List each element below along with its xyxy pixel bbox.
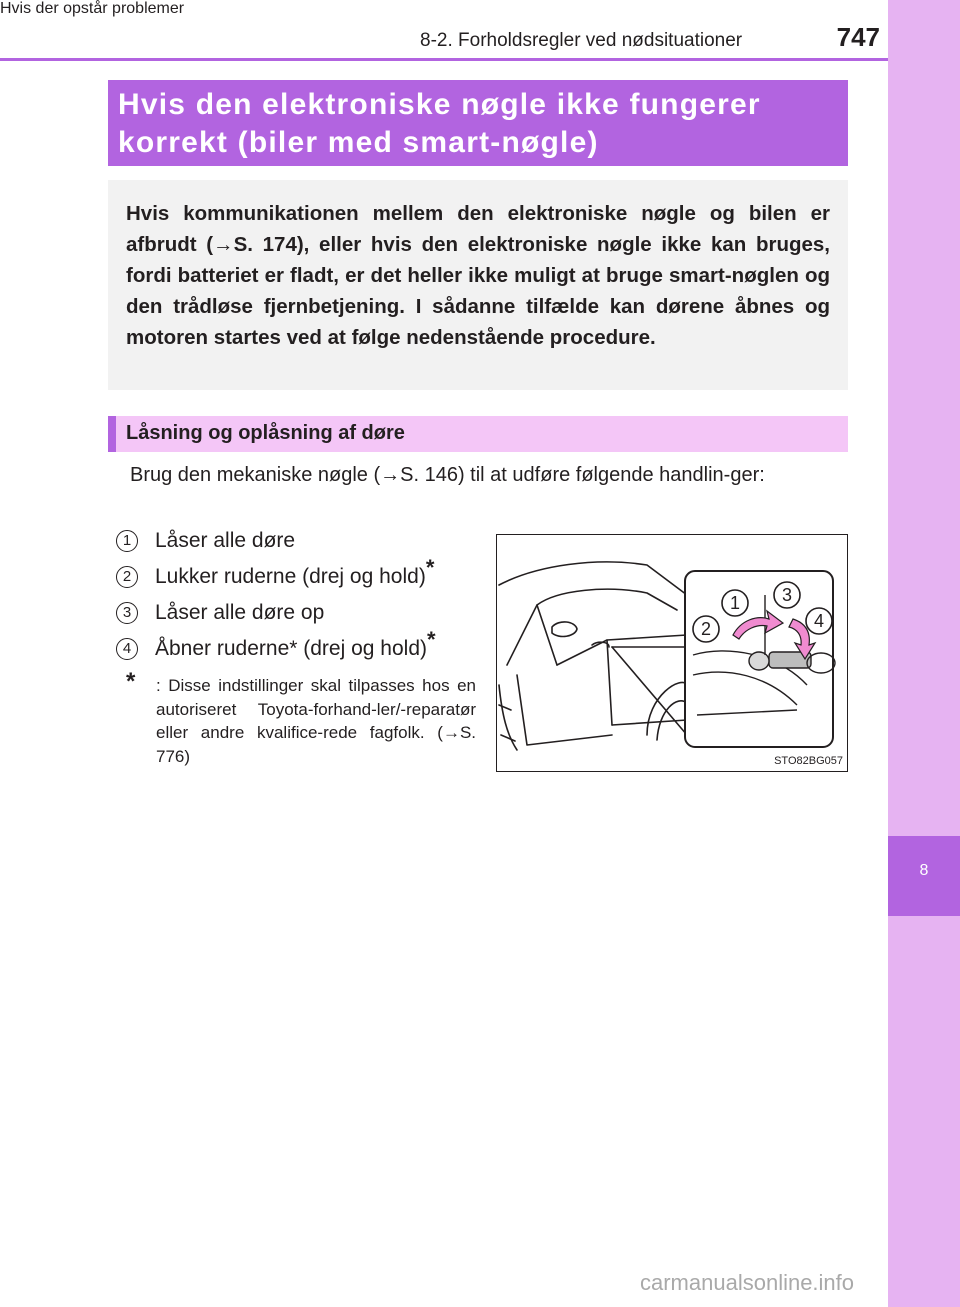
callout-1-label: 1 [729, 593, 741, 613]
number-1-icon: 1 [116, 530, 138, 552]
body-text-start: Brug den mekaniske nøgle ( [130, 464, 381, 486]
chapter-title: Hvis der opstår problemer [0, 0, 185, 17]
number-4-icon: 4 [116, 638, 138, 660]
callout-2-label: 2 [700, 619, 712, 639]
footnote-text-start: : Disse indstillinger skal tilpasses hos en autoriseret Toyota-forhand-ler/-reparatør eller andre kvalifice-rede fagfolk. ( [156, 676, 476, 742]
footnote-star: * [425, 555, 435, 580]
footnote-star: * [427, 627, 436, 652]
figure-code: STO82BG057 [774, 755, 843, 767]
header-divider [0, 58, 888, 61]
chapter-number: 8 [919, 862, 929, 879]
list-item-text [155, 555, 435, 592]
intro-page-ref[interactable]: S. 174 [233, 233, 297, 256]
number-3-icon: 3 [116, 602, 138, 624]
number-2-icon: 2 [116, 566, 138, 588]
intro-text-start: Hvis kommunikationen mellem den elektroniske nøgle og bilen er afbrudt ( [126, 202, 830, 256]
footnote-page-ref[interactable]: S. 776 [156, 723, 476, 766]
intro-box [108, 180, 848, 390]
body-page-ref[interactable]: S. 146 [400, 464, 458, 486]
arrow-icon: → [442, 723, 460, 742]
action-list [116, 526, 486, 670]
arrow-icon: → [380, 464, 401, 486]
footnote [126, 668, 476, 768]
callout-3-label: 3 [781, 585, 793, 605]
car-illustration-svg [497, 535, 847, 771]
watermark: carmanualsonline.info [640, 1270, 855, 1295]
list-item [116, 555, 486, 598]
subsection-title: Låsning og oplåsning af døre [126, 422, 405, 444]
body-text-end: ) til at udføre følgende handlin-ger: [457, 464, 765, 486]
intro-text-end: ), eller hvis den elektroniske nøgle ikke kan bruges, fordi batteriet er fladt, er det heller ikke muligt at bruge smart-nøglen og den trådløse fjernbetjening. I sådanne tilfælde kan dørene åbnes og motoren startes ved at følge nedenstående procedure. [126, 233, 830, 349]
intro-text [126, 198, 830, 353]
list-item-label: Lukker ruderne (drej og hold) [155, 565, 426, 588]
subsection-header [108, 416, 848, 452]
body-text [130, 460, 848, 491]
page-number: 747 [836, 22, 880, 52]
section-heading: 8-2. Forholdsregler ved nødsituationer [420, 30, 743, 51]
page-title: Hvis den elektroniske nøgle ikke fungerer korrekt (biler med smart-nøgle) [118, 88, 761, 159]
list-item-label: Låser alle døre [155, 529, 296, 552]
car-door-key-illustration [496, 534, 848, 772]
list-item-text [155, 598, 324, 628]
page-title-bar [108, 80, 848, 166]
footnote-text-end: ) [184, 746, 191, 766]
list-item-label: Åbner ruderne* (drej og hold) [155, 637, 427, 660]
footnote-text [156, 674, 476, 768]
footnote-marker: * [126, 668, 136, 695]
list-item [116, 627, 486, 670]
chapter-side-tab [888, 0, 960, 1307]
list-item-label: Låser alle døre op [155, 601, 325, 624]
callout-4-label: 4 [813, 611, 825, 631]
arrow-icon: → [213, 233, 234, 256]
list-item-text [155, 627, 436, 664]
list-item-text [155, 526, 295, 556]
